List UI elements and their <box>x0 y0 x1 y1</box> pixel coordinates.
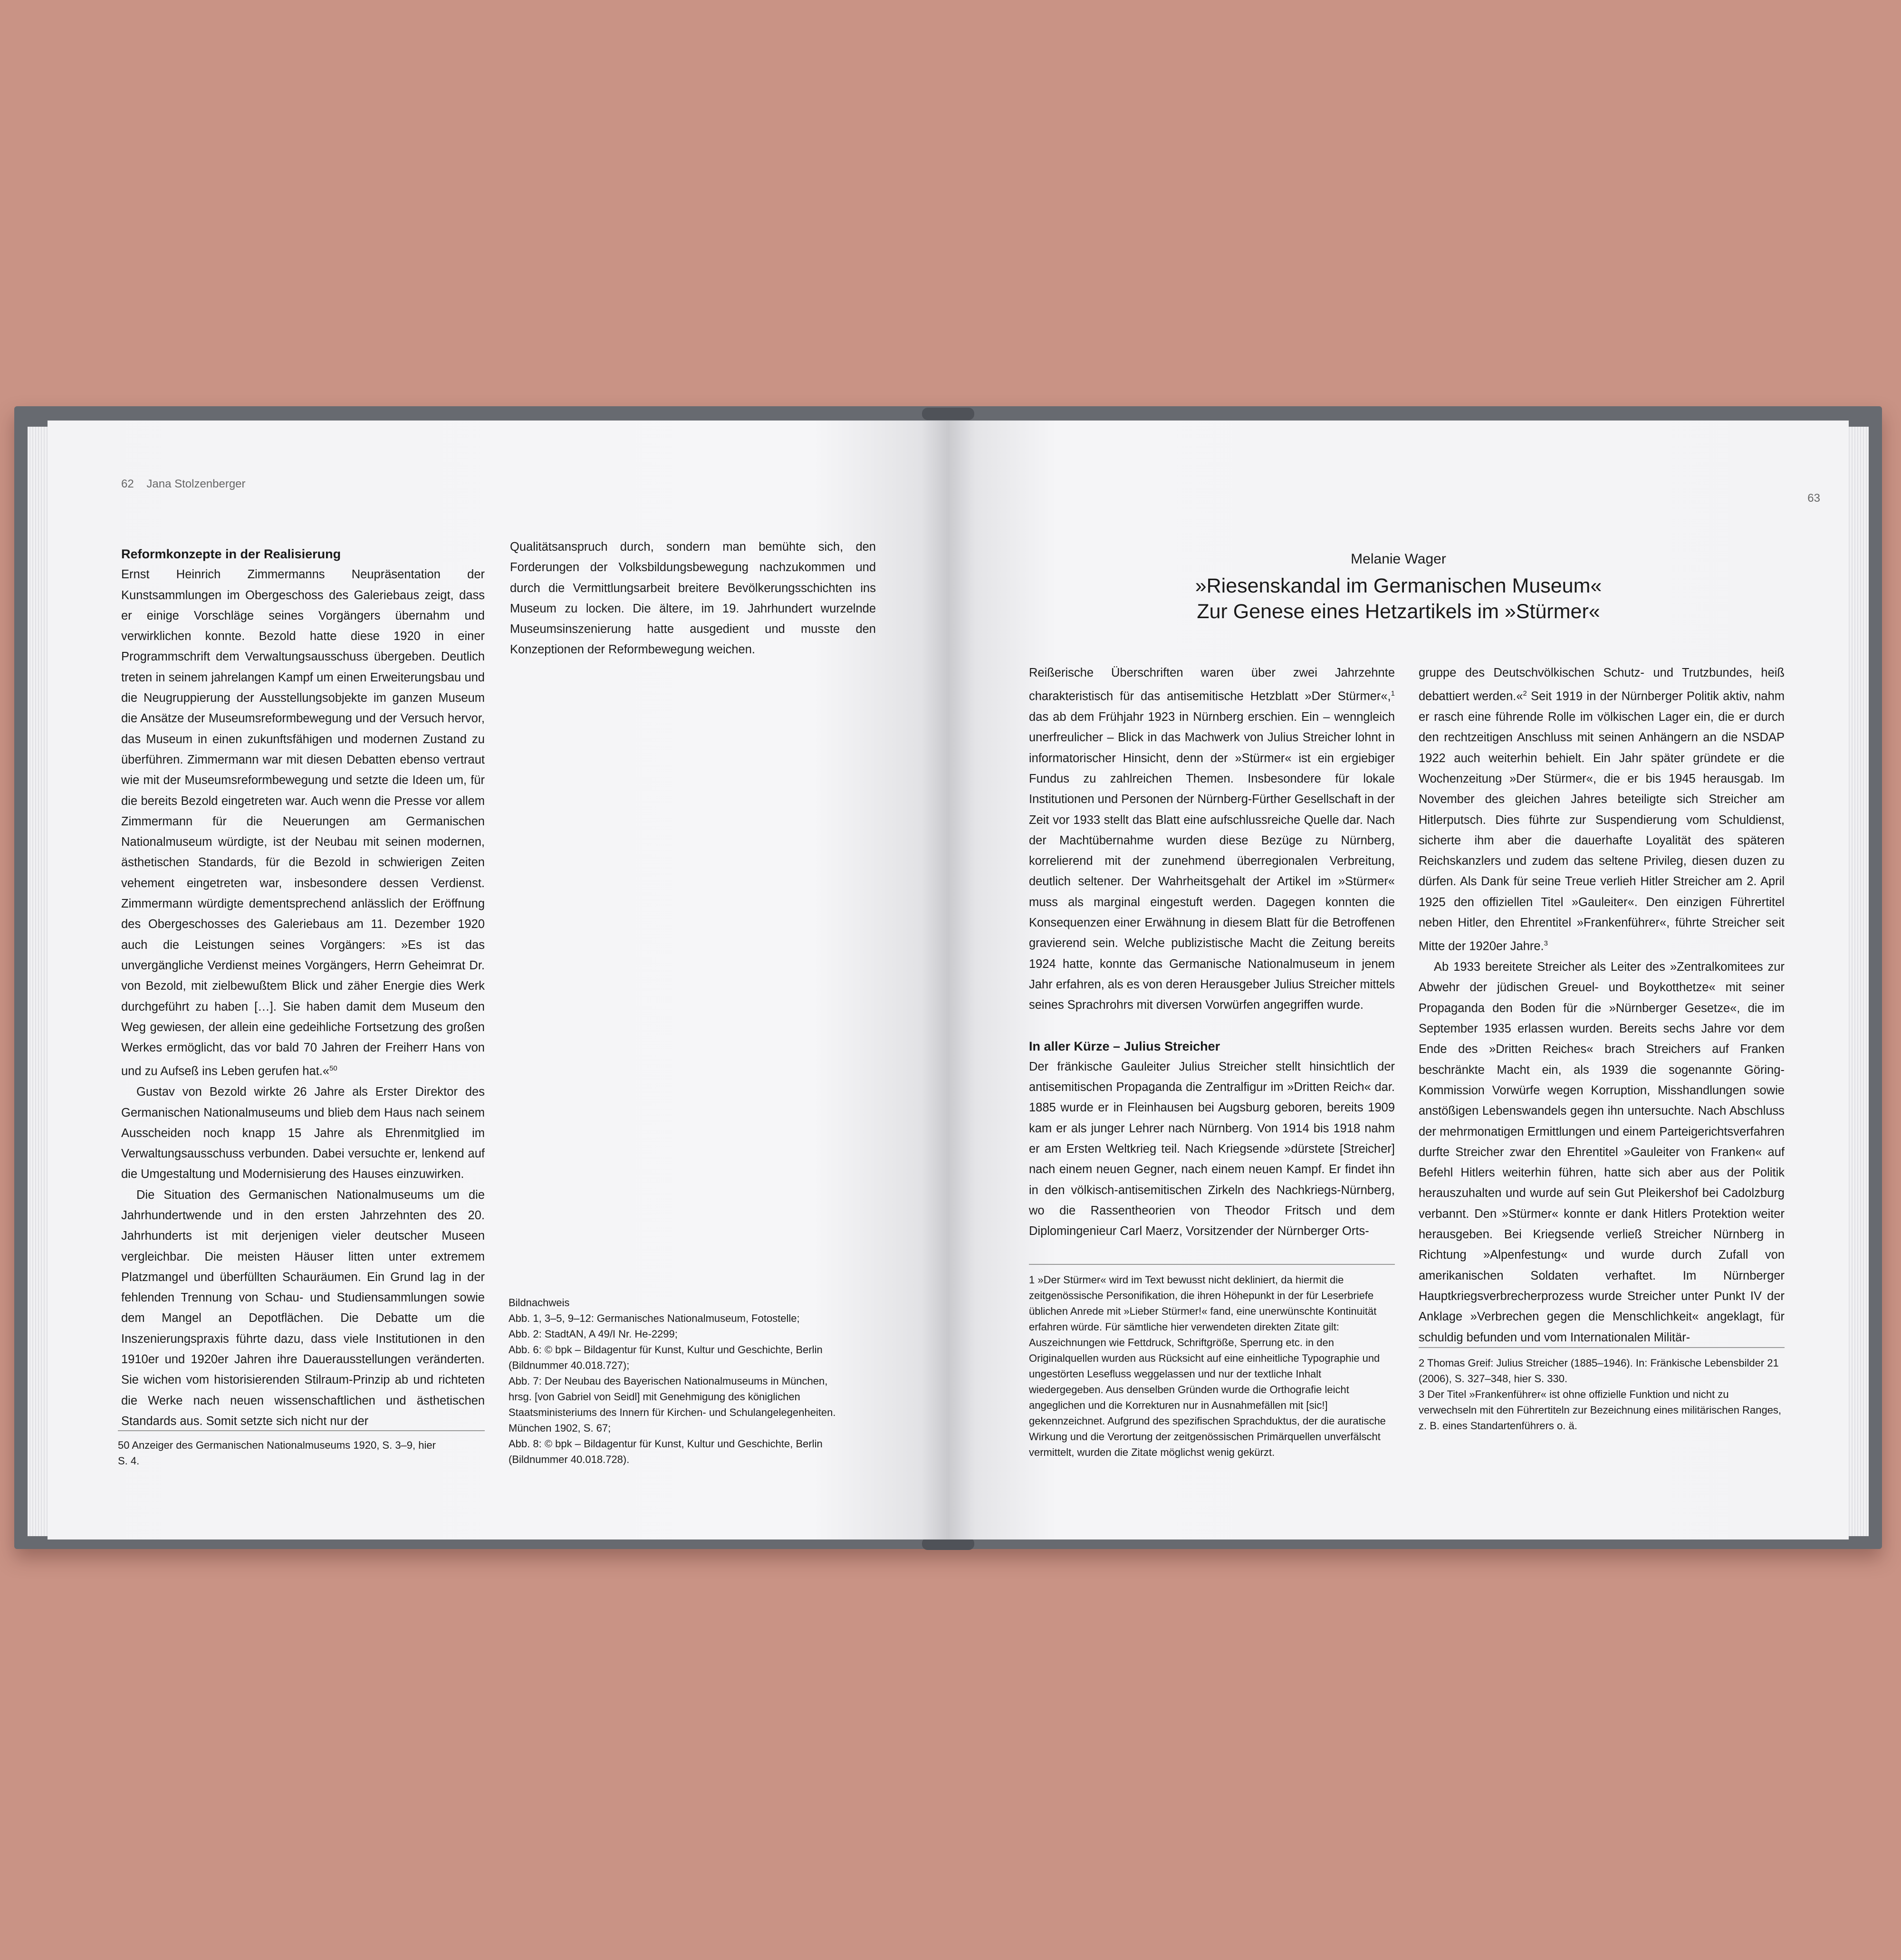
footnote-ref: 50 <box>329 1064 337 1073</box>
left-page <box>48 421 948 1539</box>
image-credits <box>509 1295 898 1467</box>
footnote-rule <box>118 1430 485 1431</box>
article-title-line-1: »Riesenskandal im Germanischen Museum« <box>1195 574 1602 597</box>
footnote-ref: 2 <box>1523 689 1527 698</box>
footnote-ref: 1 <box>1391 689 1395 698</box>
footnote-rule <box>1419 1347 1785 1348</box>
page-number: 63 <box>1807 492 1820 505</box>
credit-line: (Bildnummer 40.018.728). <box>509 1453 630 1465</box>
article-title-block <box>948 551 1849 624</box>
paragraph: Der fränkische Gauleiter Julius Streicher stellt hinsichtlich der antisemitischen Propaganda die Zentralfigur im »Dritten Reich« dar. 1885 wurde er in Fleinhausen bei Augsburg geboren, bereits 1909 kam er als junger Lehrer nach Nürnberg. Von 1914 bis 1918 nahm er am Ersten Weltkrieg teil. Nach Kriegsende »dürstete [Streicher] nach einem neuen Gegner, nach einem neuen Kampf. Er findet ihn in den völkisch-antisemitischen Zirkeln des Nachkriegs-Nürnberg, wo die Rassentheorien von Theodor Fritsch und dem Diplomingenieur Carl Maerz, Vorsitzender der Nürnberger Orts- <box>1029 1060 1395 1238</box>
credit-line: Abb. 2: StadtAN, A 49/I Nr. He-2299; <box>509 1328 678 1340</box>
credits-title: Bildnachweis <box>509 1297 570 1309</box>
paragraph: Die Situation des Germanischen Nationalmuseums um die Jahrhundertwende und in den ersten Jahrzehnten des 20. Jahrhunderts ist mit derjenigen vieler deutscher Museen vergleichbar. Die meisten Häuser litten unter extremem Platzmangel und überfüllten Schauräumen. Ein Grund lag in der fehlenden Trennung von Schau- und Studiensammlungen sowie dem Mangel an Depotflächen. Die Debatte um die Inszenierungspraxis führte dazu, dass viele Institutionen in den 1910er und 1920er Jahren ihre Dauerausstellungen veränderten. Sie wichen vom historisierenden Stilraum-Prinzip ab und richteten die Werke nach neuen wissenschaftlichen und ästhetischen Standards aus. Somit setzte sich nicht nur der <box>121 1188 485 1428</box>
footnotes-2-3 <box>1419 1355 1785 1434</box>
footnote-3: 3 Der Titel »Frankenführer« ist ohne offizielle Funktion und nicht zu verwechseln mit den Führertiteln zur Bezeichnung eines militärischen Ranges, z. B. eines Standartenführers o. ä. <box>1419 1388 1782 1432</box>
footnote-1: 1 »Der Stürmer« wird im Text bewusst nicht dekliniert, da hiermit die zeitgenössische Personifikation, die ihren Höhepunkt in der für Leserbriefe üblichen Anrede mit »Lieber Stürmer!« fand, eine unerwünschte Kontinuität erfahren würde. Für sämtliche hier verwendeten direkten Zitate gilt: Auszeichnungen wie Fettdruck, Schriftgröße, Sperrung etc. in den Originalquellen wurden aus Rücksicht auf eine einheitliche Typographie und ungestörten Lesefluss weggelassen und nur der textliche Inhalt wiedergegeben. Aus denselben Gründen wurde die Orthografie leicht angeglichen und die Korrekturen nur in Ausnahmefällen mit [sic!] gekennzeichnet. Aufgrund des spezifischen Sprachduktus, der die auratische Wirkung und die Verortung der zeitgenössischen Primärquellen unverfälscht vermittelt, wurden die Zitate möglichst wenig gekürzt. <box>1029 1274 1386 1458</box>
paragraph: gruppe des Deutschvölkischen Schutz- und Trutzbundes, heiß debattiert werden.«$^2$ Seit 1919 in der Nürnberger Politik aktiv, nahm er rasch eine führende Rolle im völkischen Lager ein, die er durch den rechtzeitigen Anschluss mit seinen Anhängern an die NSDAP 1922 auch weiterhin behielt. Ein Jahr später gründete er die Wochenzeitung »Der Stürmer«, die er bis 1945 herausgab. Im November des gleichen Jahres beteiligte sich Streicher am Hitlerputsch. Dies führte zur Suspendierung vom Schuldienst, sicherte ihm aber die dauerhafte Loyalität des späteren Reichskanzlers und zudem das seltene Privileg, diesen duzen zu dürfen. Als Dank für seine Treue verlieh Hitler Streicher am 2. April 1925 den offiziellen Titel »Gauleiter«. Den einzigen Führertitel neben Hitler, den Ehrentitel »Frankenführer«, führte Streicher seit Mitte der 1920er Jahre.$^3$ <box>1419 666 1785 953</box>
spine-top <box>922 408 974 420</box>
footnote-ref: 3 <box>1544 939 1548 948</box>
paragraph: Gustav von Bezold wirkte 26 Jahre als Erster Direktor des Germanischen Nationalmuseums und blieb dem Haus nach seinem Ausscheiden noch knapp 15 Jahre als Ehrenmitglied im Verwaltungsausschuss verbunden. Dabei versuchte er, lenkend auf die Umgestaltung und Modernisierung des Hauses einzuwirken. <box>121 1085 485 1181</box>
article-author: Melanie Wager <box>1351 551 1446 567</box>
page-number: 62 <box>121 478 134 490</box>
credit-line: hrsg. [von Gabriel von Seidl] mit Genehmigung des königlichen <box>509 1391 800 1403</box>
credit-line: Abb. 6: © bpk – Bildagentur für Kunst, Kultur und Geschichte, Berlin <box>509 1344 823 1356</box>
credit-line: (Bildnummer 40.018.727); <box>509 1359 630 1371</box>
paragraph: Ernst Heinrich Zimmermanns Neupräsentation der Kunstsammlungen im Obergeschoss des Galeriebaus zeigt, dass er einige Vorschläge seines Vorgängers übernahm und verwirklichen konnte. Bezold hatte diese 1920 in einer Programmschrift dem Verwaltungsausschuss übergeben. Deutlich treten in seinem jahrelangen Kampf um einen Erweiterungsbau und die Neugruppierung der Ausstellungsobjekte im ganzen Museum die Ansätze der Museumsreformbewegung und der Versuch hervor, das Museum in einen zukunftsfähigen und modernen Zustand zu überführen. Zimmermann war mit diesen Debatten ebenso vertraut wie mit der Museumsreformbewegung und setzte die Ideen um, für die bereits Bezold eingetreten war. Auch wenn die Presse vor allem Zimmermann für die Neuerungen am Germanischen Nationalmuseum würdigte, ist der Neubau mit seinen modernen, ästhetischen Standards, für die Bezold in schwierigen Zeiten vehement eingetreten war, insbesondere dessen Verdienst. Zimmermann würdigte dementsprechend anlässlich der Eröffnung des Obergeschosses des Galeriebaus am 11. Dezember 1920 auch die Leistungen seines Vorgängers: »Es ist das unvergängliche Verdienst meines Vorgängers, Herrn Geheimrat Dr. von Bezold, mit zielbewußtem Blick und zäher Energie dies Werk durchgeführt zu haben […]. Sie haben damit dem Museum den Weg gewiesen, der allein eine gedeihliche Fortsetzung des großen Werkes ermöglicht, das vor bald 70 Jahren der Freiherr Hans von und zu Aufseß ins Leben gerufen hat.«$^{50}$ <box>121 568 485 1078</box>
article-title-line-2: Zur Genese eines Hetzartikels im »Stürmer« <box>1197 600 1600 623</box>
running-head-author: Jana Stolzenberger <box>146 478 246 490</box>
paragraph: Ab 1933 bereitete Streicher als Leiter des »Zentralkomitees zur Abwehr der jüdischen Greuel- und Boykotthetze« mit seiner Propaganda den Boden für die »Nürnberger Gesetze«, die im September 1935 erlassen wurden. Bereits sechs Jahre vor dem Ende des »Dritten Reiches« brach Streichers auf Franken beschränkte Macht ein, als 1939 die sogenannte Göring-Kommission Vorwürfe wegen Korruption, Misshandlungen sowie anstößigen Lebenswandels gegen ihn untersuchte. Nach Abschluss der mehrmonatigen Ermittlungen und einem Parteigerichtsverfahren durfte Streicher zwar den Ehrentitel »Gauleiter von Franken« auf Befehl Hitlers weiterhin führen, hatte sich aber aus der Politik herauszuhalten und wurde auf sein Gut Pleikershof bei Cadolzburg verbannt. Den »Stürmer« konnte er dank Hitlers Protektion weiter herausgeben. Bei Kriegsende verließ Streicher Nürnberg in Richtung »Alpenfestung« und wurde durch Zufall von amerikanischen Soldaten verhaftet. Im Nürnberger Hauptkriegsverbrecherprozess wurde Streicher unter Punkt IV der Anklage »Verbrechen gegen die Menschlichkeit« angeklagt, für schuldig befunden und vom Internationalen Militär- <box>1419 960 1785 1344</box>
footnote-50: 50 Anzeiger des Germanischen Nationalmuseums 1920, S. 3–9, hier S. 4. <box>118 1439 436 1467</box>
right-column-1 <box>1029 663 1395 1242</box>
credit-line: Abb. 8: © bpk – Bildagentur für Kunst, Kultur und Geschichte, Berlin <box>509 1438 823 1450</box>
paragraph: Qualitätsanspruch durch, sondern man bemühte sich, den Forderungen der Volksbildungsbewegung nachzukommen und durch die Vermittlungsarbeit breitere Bevölkerungsschichten ins Museum zu locken. Die ältere, im 19. Jahrhundert wurzelnde Museumsinszenierung hatte ausgedient und musste den Konzeptionen der Reformbewegung weichen. <box>510 540 876 657</box>
paragraph: Reißerische Überschriften waren über zwei Jahrzehnte charakteristisch für das antisemitische Hetzblatt »Der Stürmer«,$^1$ das ab dem Frühjahr 1923 in Nürnberg erschien. Ein – wenngleich unerfreulicher – Blick in das Machwerk von Julius Streicher lohnt in informatorischer Hinsicht, denn der »Stürmer« ist ein ergiebiger Fundus zu zahlreichen Themen. Insbesondere für lokale Institutionen und Personen der Nürnberg-Fürther Gesellschaft in der Zeit vor 1933 stellt das Blatt eine aufschlussreiche Quelle dar. Nach der Machtübernahme wurden diese Bezüge zu Nürnberg, korrelierend mit der zunehmend überregionalen Verbreitung, deutlich seltener. Der Wahrheitsgehalt der Artikel im »Stürmer« muss als marginal eingestuft werden. Dagegen konnten die Konsequenzen einer Erwähnung in diesem Blatt für die Betroffenen gravierend sein. Welche publizistische Macht die Zeitung bereits 1924 hatte, konnte das Germanische Nationalmuseum in jenem Jahr erfahren, als es von deren Herausgeber Julius Streicher mittels seines Sprachrohrs mit diversen Vorwürfen angegriffen wurde. <box>1029 666 1395 1012</box>
credit-line: München 1902, S. 67; <box>509 1422 611 1434</box>
right-column-2 <box>1419 663 1785 1348</box>
footnote-rule <box>1029 1264 1395 1265</box>
credit-line: Abb. 1, 3–5, 9–12: Germanisches Nationalmuseum, Fotostelle; <box>509 1312 800 1324</box>
running-head <box>121 478 246 491</box>
section-heading: Reformkonzepte in der Realisierung <box>121 547 341 561</box>
left-column-2 <box>510 537 876 660</box>
footnote-2: 2 Thomas Greif: Julius Streicher (1885–1946). In: Fränkische Lebensbilder 21 (2006), S. 327–348, hier S. 330. <box>1419 1357 1779 1385</box>
subheading: In aller Kürze – Julius Streicher <box>1029 1039 1220 1053</box>
credit-line: Abb. 7: Der Neubau des Bayerischen Nationalmuseums in München, <box>509 1375 828 1387</box>
left-column-1 <box>121 544 485 1432</box>
credit-line: Staatsministeriums des Innern für Kirchen- und Schulangelegenheiten. <box>509 1406 836 1418</box>
right-page <box>948 421 1849 1539</box>
